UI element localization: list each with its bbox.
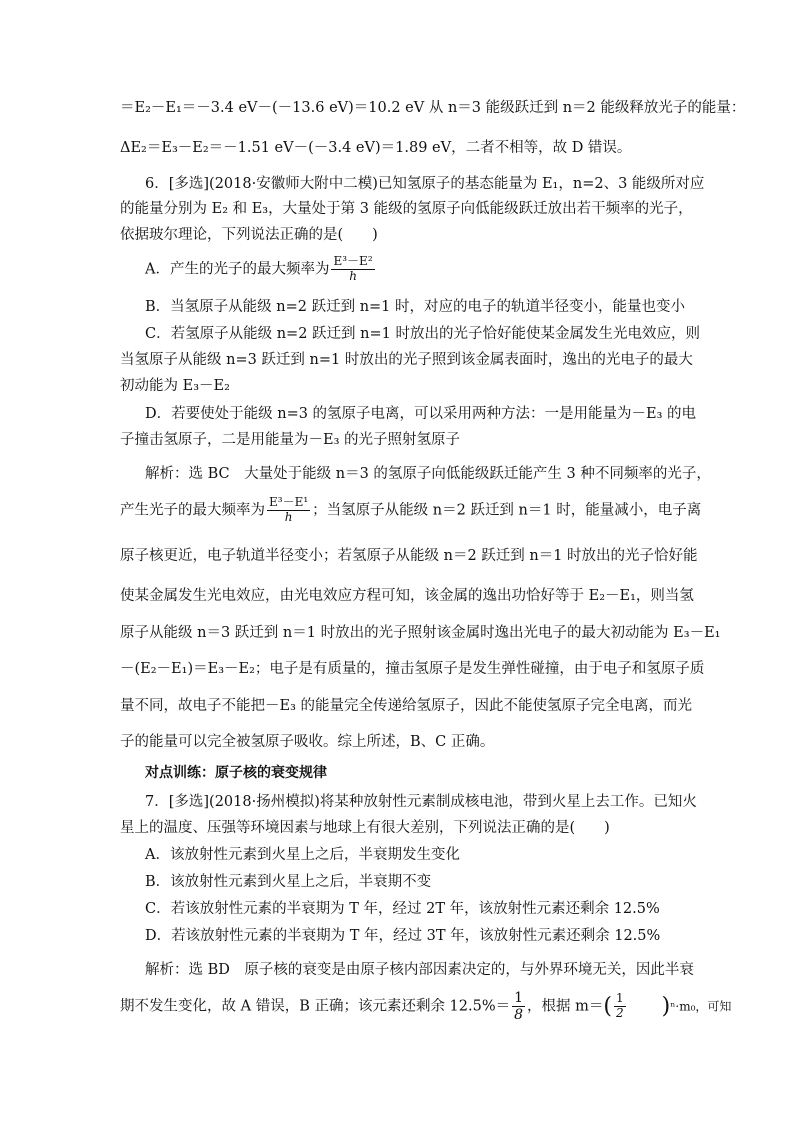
option-a: A．该放射性元素到火星上之后，半衰期发生变化 [145, 847, 460, 863]
text-line: ΔE₂＝E₃－E₂＝－1.51 eV－(－3.4 eV)＝1.89 eV，二者不相等，故 D 错误。 [120, 140, 632, 156]
left-parenthesis: ( [603, 994, 612, 1020]
option-b: B．当氢原子从能级 n=2 跃迁到 n=1 时，对应的电子的轨道半径变小，能量也变小 [145, 299, 686, 315]
text-line [120, 990, 731, 1023]
fraction [614, 992, 626, 1021]
solution-7: 解析：选 BD 原子核的衰变是由原子核内部因素决定的，与外界环境无关，因此半衰 [145, 962, 694, 978]
text-line: 子撞击氢原子，二是用能量为－E₃ 的光子照射氢原子 [120, 432, 461, 448]
fraction-numerator: 1 [616, 991, 624, 1006]
option-d: D．若要使处于能级 n=3 的氢原子电离，可以采用两种方法：一是用能量为－E₃ 的电 [145, 406, 697, 422]
text-line: －(E₂－E₁)＝E₃－E₂；电子是有质量的，撞击氢原子是发生弹性碰撞，由于电子和氢原子质 [120, 661, 705, 677]
fraction-numerator: E³－E¹ [269, 495, 309, 509]
text-line: 子的能量可以完全被氢原子吸收。综上所述，B、C 正确。 [120, 734, 495, 750]
fraction [512, 990, 525, 1023]
fraction [331, 255, 374, 284]
option-b: B．该放射性元素到火星上之后，半衰期不变 [145, 874, 432, 890]
text-line: 的能量分别为 E₂ 和 E₃，大量处于第 3 能级的氢原子向低能级跃迁放出若干频率的光子， [120, 201, 693, 217]
question-6-stem: 6．[多选](2018·安徽师大附中二模)已知氢原子的基态能量为 E₁，n=2、3 能级所对应 [145, 176, 705, 192]
text-segment: 期不发生变化，故 A 错误，B 正确；该元素还剩余 12.5%＝ [120, 998, 511, 1015]
question-7-stem: 7．[多选](2018·扬州模拟)将某种放射性元素制成核电池，带到火星上去工作。已知火 [145, 794, 697, 810]
solution-6: 解析：选 BC 大量处于能级 n＝3 的氢原子向低能级跃迁能产生 3 种不同频率的光子， [145, 466, 711, 482]
fraction-denominator: 2 [616, 1006, 624, 1021]
text-line: 初动能为 E₃－E₂ [120, 378, 230, 394]
text-line: 使某金属发生光电效应，由光电效应方程可知，该金属的逸出功恰好等于 E₂－E₁，则当氢 [120, 588, 694, 604]
text-segment: ；当氢原子从能级 n＝2 跃迁到 n＝1 时，能量减小，电子离 [312, 502, 702, 519]
text-segment: ⁿ·m₀，可知 [670, 999, 732, 1014]
text-line: 星上的温度、压强等环境因素与地球上有很大差别，下列说法正确的是( ) [120, 820, 610, 836]
text-line: ＝E₂－E₁＝－3.4 eV－(－13.6 eV)＝10.2 eV 从 n＝3 能级跃迁到 n＝2 能级释放光子的能量： [120, 100, 746, 116]
text-line: 原子从能级 n＝3 跃迁到 n＝1 时放出的光子照射该金属时逸出光电子的最大初动能为 E₃－E₁ [120, 625, 721, 641]
option-a-text: A．产生的光子的最大频率为 [145, 261, 330, 278]
right-parenthesis: ) [661, 994, 671, 1020]
option-a [145, 255, 377, 284]
option-d: D．若该放射性元素的半衰期为 T 年，经过 3T 年，该放射性元素还剩余 12.5% [145, 928, 661, 944]
text-line [120, 496, 701, 525]
text-segment: ，根据 m＝ [527, 998, 604, 1015]
fraction-denominator: 8 [514, 1007, 524, 1024]
option-c: C．若该放射性元素的半衰期为 T 年，经过 2T 年，该放射性元素还剩余 12.5% [145, 901, 660, 917]
fraction-numerator: E³－E² [333, 254, 373, 268]
section-title: 对点训练：原子核的衰变规律 [145, 765, 327, 781]
text-line: 量不同，故电子不能把－E₃ 的能量完全传递给氢原子，因此不能使氢原子完全电离，而光 [120, 698, 693, 714]
fraction-numerator: 1 [514, 990, 524, 1006]
text-segment: 产生光子的最大频率为 [120, 502, 265, 519]
text-line: 依据玻尔理论，下列说法正确的是( ) [120, 227, 378, 243]
fraction [267, 496, 310, 525]
fraction-denominator: h [349, 268, 357, 283]
option-c: C．若氢原子从能级 n=2 跃迁到 n=1 时放出的光子恰好能使某金属发生光电效应，则 [145, 326, 700, 342]
fraction-denominator: h [284, 509, 293, 524]
text-line: 当氢原子从能级 n=3 跃迁到 n=1 时放出的光子照到该金属表面时，逸出的光电子的最大 [120, 352, 693, 368]
text-line: 原子核更近，电子轨道半径变小；若氢原子从能级 n＝2 跃迁到 n＝1 时放出的光子恰好能 [120, 548, 698, 564]
